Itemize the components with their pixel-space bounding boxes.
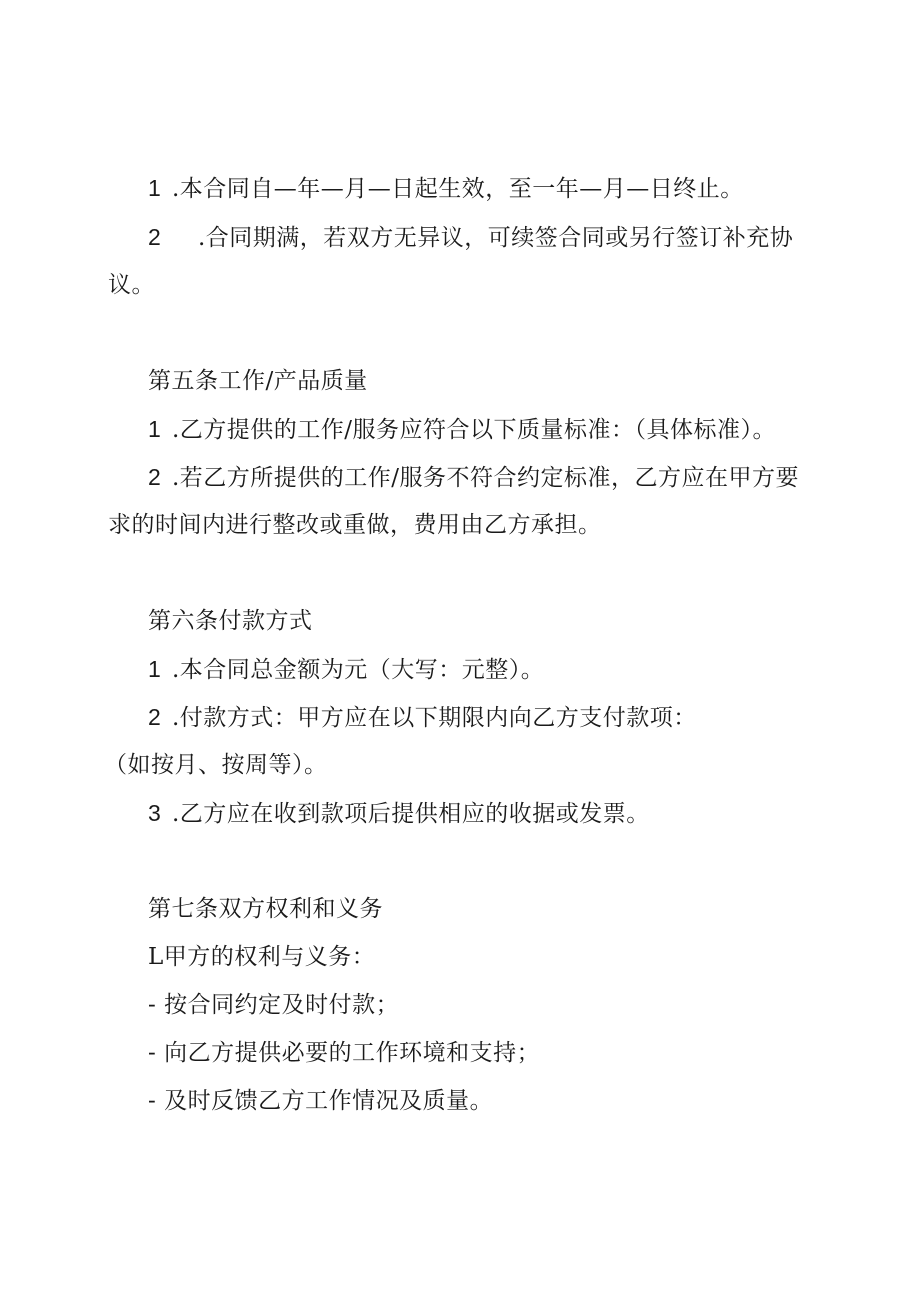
payment-item-3-number: 3: [148, 800, 162, 826]
term-item-2: [148, 222, 793, 253]
term-item-1-number: 1: [148, 175, 162, 201]
quality-item-1-text: .乙方提供的工作/服务应符合以下质量标准：（具体标准）。: [172, 417, 777, 443]
rights-bullet-1: - 按合同约定及时付款；: [148, 992, 400, 1018]
payment-heading: 第六条付款方式: [148, 608, 313, 634]
payment-item-1-text: .本合同总金额为元（大写：元整）。: [172, 657, 545, 683]
term-item-2-text: .合同期满，若双方无异议，可续签合同或另行签订补充协: [198, 225, 794, 251]
term-item-2-number: 2: [148, 224, 162, 250]
rights-bullet-2: - 向乙方提供必要的工作环境和支持；: [148, 1040, 541, 1066]
quality-item-2-text: .若乙方所提供的工作/服务不符合约定标准，乙方应在甲方要: [172, 465, 800, 491]
rights-heading: 第七条双方权利和义务: [148, 896, 383, 922]
term-item-2-continuation: 议。: [108, 272, 155, 298]
quality-item-2: [148, 462, 799, 493]
party-a-subheading: L甲方的权利与义务：: [148, 944, 376, 970]
quality-item-2-number: 2: [148, 464, 162, 490]
payment-item-3: [148, 798, 650, 829]
payment-item-2-continuation: （如按月、按周等）。: [104, 752, 328, 778]
payment-item-2: [148, 702, 697, 733]
payment-item-2-number: 2: [148, 704, 162, 730]
quality-item-1-number: 1: [148, 416, 162, 442]
term-item-1-text: .本合同自—年—月—日起生效，至一年—月—日终止。: [172, 176, 744, 202]
quality-heading: 第五条工作/产品质量: [148, 368, 368, 394]
payment-item-2-text: .付款方式：甲方应在以下期限内向乙方支付款项：: [172, 705, 697, 731]
quality-item-1: [148, 414, 776, 445]
payment-item-1: [148, 654, 544, 685]
payment-item-1-number: 1: [148, 656, 162, 682]
rights-bullet-3: - 及时反馈乙方工作情况及质量。: [148, 1088, 494, 1114]
quality-item-2-continuation: 求的时间内进行整改或重做，费用由乙方承担。: [108, 512, 602, 538]
payment-item-3-text: .乙方应在收到款项后提供相应的收据或发票。: [172, 801, 650, 827]
term-item-1: [148, 173, 744, 204]
